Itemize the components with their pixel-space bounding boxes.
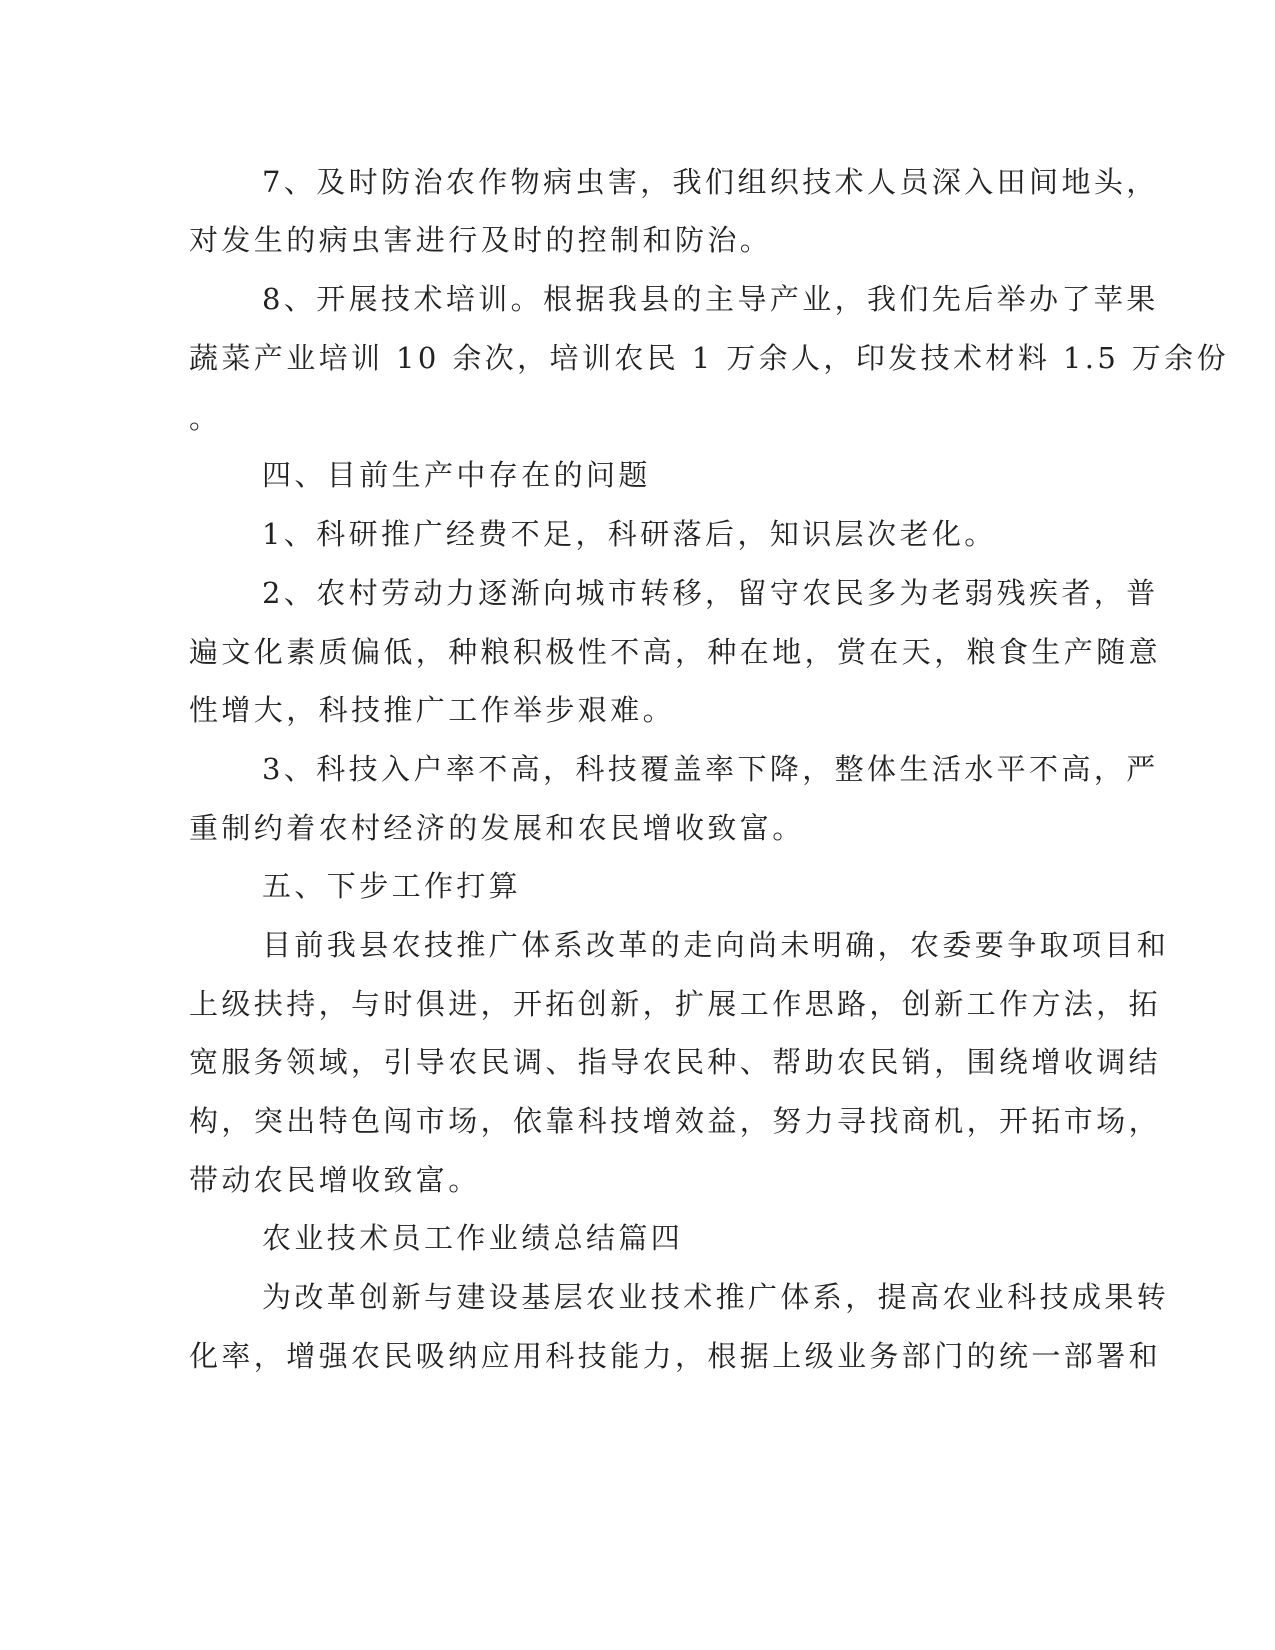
text-line: 化率，增强农民吸纳应用科技能力，根据上级业务部门的统一部署和 — [189, 1339, 1162, 1373]
text-line: 。 — [189, 401, 222, 435]
text-line: 对发生的病虫害进行及时的控制和防治。 — [189, 223, 773, 257]
text-line: 8、开展技术培训。根据我县的主导产业，我们先后举办了苹果 — [262, 282, 1159, 316]
text-line: 3、科技入户率不高，科技覆盖率下降，整体生活水平不高，严 — [262, 752, 1159, 786]
text-line: 1、科研推广经费不足，科研落后，知识层次老化。 — [262, 517, 997, 551]
text-line: 上级扶持，与时俱进，开拓创新，扩展工作思路，创新工作方法，拓 — [189, 987, 1162, 1021]
text-line: 宽服务领域，引导农民调、指导农民种、帮助农民销，围绕增收调结 — [189, 1045, 1162, 1079]
text-line: 带动农民增收致富。 — [189, 1163, 481, 1197]
text-line: 重制约着农村经济的发展和农民增收致富。 — [189, 811, 805, 845]
text-line: 遍文化素质偏低，种粮积极性不高，种在地，赏在天，粮食生产随意 — [189, 635, 1162, 669]
text-line: 目前我县农技推广体系改革的走向尚未明确，农委要争取项目和 — [262, 928, 1170, 962]
text-line: 为改革创新与建设基层农业技术推广体系，提高农业科技成果转 — [262, 1280, 1170, 1314]
text-line: 7、及时防治农作物病虫害，我们组织技术人员深入田间地头， — [262, 165, 1159, 199]
section-heading: 农业技术员工作业绩总结篇四 — [262, 1221, 684, 1255]
text-line: 性增大，科技推广工作举步艰难。 — [189, 693, 676, 727]
text-line: 2、农村劳动力逐渐向城市转移，留守农民多为老弱残疾者，普 — [262, 576, 1159, 610]
section-heading: 五、下步工作打算 — [262, 869, 522, 903]
text-line: 蔬菜产业培训 10 余次，培训农民 1 万余人，印发技术材料 1.5 万余份 — [189, 341, 1229, 375]
section-heading: 四、目前生产中存在的问题 — [262, 458, 651, 492]
text-line: 构，突出特色闯市场，依靠科技增效益，努力寻找商机，开拓市场， — [189, 1104, 1162, 1138]
